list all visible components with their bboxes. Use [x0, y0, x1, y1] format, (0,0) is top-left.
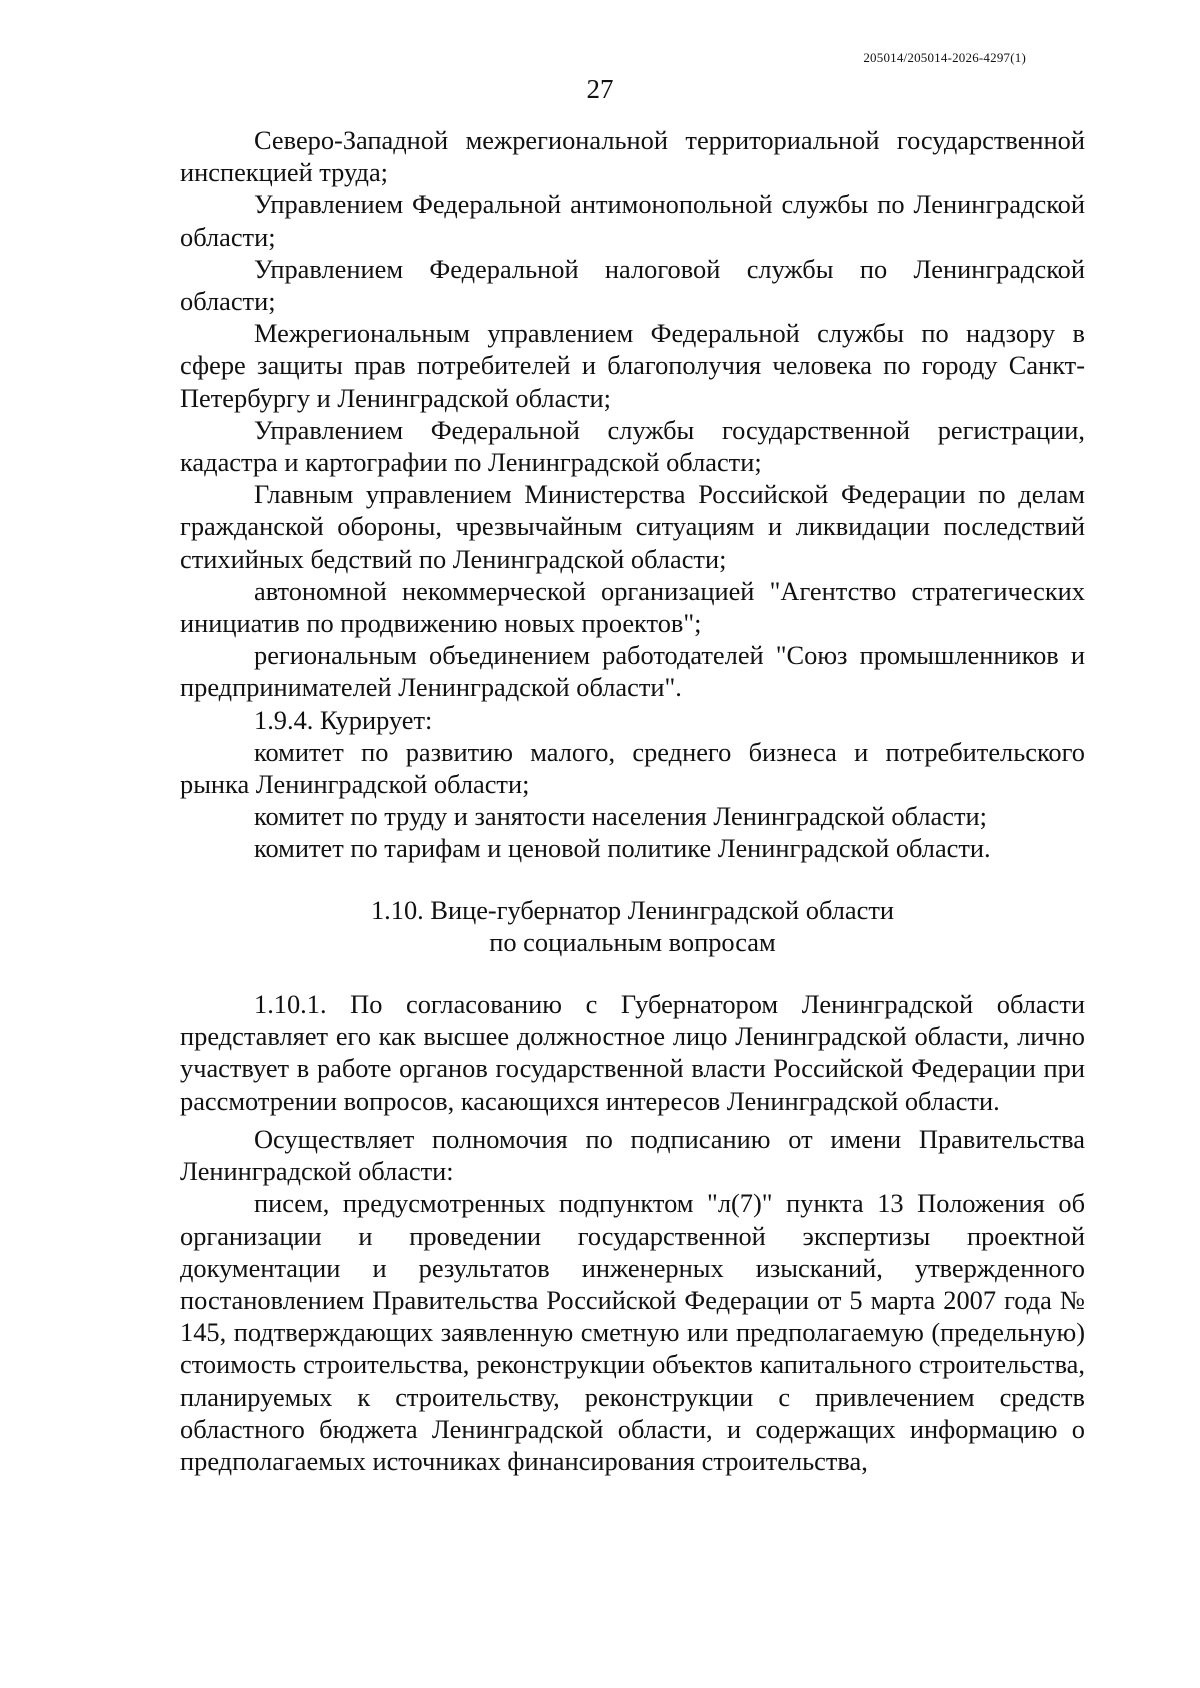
- paragraph-representation: 1.10.1. По согласованию с Губернатором Ленинградской области представляет его как высшее должностное лицо Ленинградской области, лично участвует в работе органов государственной власти Российской Федерации при рассмотрении вопросов, касающихся интересов Ленинградской области.: [180, 989, 1085, 1116]
- paragraph-strategic-initiatives-agency: автономной некоммерческой организацией "Агентство стратегических инициатив по продвижению новых проектов";: [180, 575, 1085, 639]
- section-heading-line-2: по социальным вопросам: [489, 926, 776, 957]
- paragraph-labor-committee: комитет по труду и занятости населения Ленинградской области;: [254, 801, 987, 832]
- page-number: 27: [586, 74, 614, 104]
- section-heading: [180, 894, 1085, 958]
- paragraph-small-business-committee: комитет по развитию малого, среднего бизнеса и потребительского рынка Ленинградской области;: [180, 736, 1085, 800]
- paragraph-supervises-heading: 1.9.4. Курирует:: [254, 704, 433, 735]
- document-id: 205014/205014-2026-4297(1): [863, 50, 1026, 65]
- paragraph-tax-service: Управлением Федеральной налоговой службы по Ленинградской области;: [180, 253, 1085, 317]
- document-body: [180, 124, 1085, 1477]
- paragraph-consumer-protection: Межрегиональным управлением Федеральной службы по надзору в сфере защиты прав потребителей и благополучия человека по городу Санкт-Петербургу и Ленинградской области;: [180, 318, 1085, 413]
- paragraph-labor-inspection: Северо-Западной межрегиональной территориальной государственной инспекцией труда;: [180, 125, 1085, 188]
- paragraph-emergency-ministry: Главным управлением Министерства Российской Федерации по делам гражданской обороны, чрезвычайным ситуациям и ликвидации последствий стихийных бедствий по Ленинградской области;: [180, 479, 1085, 574]
- paragraph-letters: писем, предусмотренных подпунктом "л(7)" пункта 13 Положения об организации и проведении государственной экспертизы проектной документации и результатов инженерных изысканий, утвержденного постановлением Правительства Российской Федерации от 5 марта 2007 года № 145, подтверждающих заявленную сметную или предполагаемую (предельную) стоимость строительства, реконструкции объектов капитального строительства, планируемых к строительству, реконструкции с привлечением средств областного бюджета Ленинградской области, и содержащих информацию о предполагаемых источниках финансирования строительства,: [180, 1188, 1085, 1476]
- paragraph-signing-authority: Осуществляет полномочия по подписанию от имени Правительства Ленинградской области:: [180, 1123, 1085, 1187]
- paragraph-state-registration: Управлением Федеральной службы государственной регистрации, кадастра и картографии по Ленинградской области;: [180, 414, 1085, 478]
- paragraph-employers-union: региональным объединением работодателей "Союз промышленников и предпринимателей Ленинградской области".: [180, 640, 1085, 703]
- paragraph-antimonopoly-service: Управлением Федеральной антимонопольной службы по Ленинградской области;: [180, 189, 1085, 252]
- paragraph-tariffs-committee: комитет по тарифам и ценовой политике Ленинградской области.: [254, 833, 991, 864]
- section-heading-line-1: 1.10. Вице-губернатор Ленинградской области: [370, 894, 894, 925]
